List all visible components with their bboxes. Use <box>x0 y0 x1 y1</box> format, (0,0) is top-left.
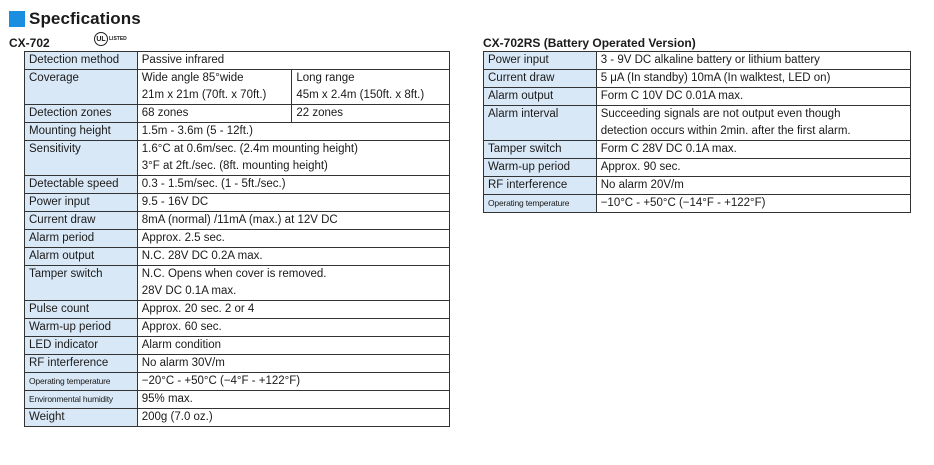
row-value: 9.5 - 16V DC <box>137 194 449 212</box>
row-label: Pulse count <box>25 301 138 319</box>
row-value: 0.3 - 1.5m/sec. (1 - 5ft./sec.) <box>137 176 449 194</box>
spec-table-cx702 <box>24 51 450 427</box>
row-label: Power input <box>484 52 597 70</box>
row-label: Power input <box>25 194 138 212</box>
table-row <box>484 141 911 159</box>
model-cx702-label: CX-702 <box>9 36 50 50</box>
table-row <box>25 230 450 248</box>
row-value: 1.6°C at 0.6m/sec. (2.4m mounting height) <box>137 141 449 159</box>
row-value: Long range <box>292 70 450 88</box>
table-row <box>25 355 450 373</box>
row-value: detection occurs within 2min. after the first alarm. <box>596 123 910 141</box>
table-row <box>25 212 450 230</box>
row-value: 22 zones <box>292 105 450 123</box>
row-value: N.C. 28V DC 0.2A max. <box>137 248 449 266</box>
table-row <box>484 88 911 106</box>
table-row <box>25 105 450 123</box>
table-row <box>25 248 450 266</box>
row-label: Alarm interval <box>484 106 597 141</box>
row-value: −10°C - +50°C (−14°F - +122°F) <box>596 195 910 213</box>
row-label: Detectable speed <box>25 176 138 194</box>
row-label: Environmental humidity <box>25 391 138 409</box>
table-row <box>484 70 911 88</box>
table-row <box>484 177 911 195</box>
spec-table-cx702rs <box>483 51 911 213</box>
row-label: LED indicator <box>25 337 138 355</box>
model-cx702rs-label: CX-702RS (Battery Operated Version) <box>483 36 696 50</box>
row-label: Tamper switch <box>484 141 597 159</box>
row-label: Warm-up period <box>484 159 597 177</box>
row-value: No alarm 20V/m <box>596 177 910 195</box>
row-label: Weight <box>25 409 138 427</box>
table-row <box>25 70 450 88</box>
table-row <box>25 373 450 391</box>
row-value: Passive infrared <box>137 52 449 70</box>
row-label: Operating temperature <box>25 373 138 391</box>
row-value: Approx. 2.5 sec. <box>137 230 449 248</box>
row-value: 28V DC 0.1A max. <box>137 283 449 301</box>
page-title: Specfications <box>29 9 141 28</box>
row-value: Approx. 60 sec. <box>137 319 449 337</box>
row-value: 3 - 9V DC alkaline battery or lithium battery <box>596 52 910 70</box>
table-row <box>484 159 911 177</box>
row-label: RF interference <box>484 177 597 195</box>
row-value: Succeeding signals are not output even though <box>596 106 910 124</box>
table-row <box>25 409 450 427</box>
row-label: Current draw <box>25 212 138 230</box>
row-value: Form C 10V DC 0.01A max. <box>596 88 910 106</box>
table-row <box>484 195 911 213</box>
row-label: Warm-up period <box>25 319 138 337</box>
row-value: 45m x 2.4m (150ft. x 8ft.) <box>292 87 450 105</box>
row-value: 21m x 21m (70ft. x 70ft.) <box>137 87 292 105</box>
row-value: No alarm 30V/m <box>137 355 449 373</box>
row-label: Coverage <box>25 70 138 105</box>
table-row <box>484 52 911 70</box>
row-label: Tamper switch <box>25 266 138 301</box>
page-header <box>9 9 141 29</box>
table-row <box>25 123 450 141</box>
table-row <box>25 266 450 284</box>
ul-listed-icon <box>94 32 127 46</box>
row-label: RF interference <box>25 355 138 373</box>
table-row <box>25 176 450 194</box>
row-value: 3°F at 2ft./sec. (8ft. mounting height) <box>137 158 449 176</box>
row-value: Wide angle 85°wide <box>137 70 292 88</box>
row-value: Alarm condition <box>137 337 449 355</box>
table-row <box>25 52 450 70</box>
row-value: 68 zones <box>137 105 292 123</box>
row-value: Approx. 90 sec. <box>596 159 910 177</box>
row-value: Form C 28V DC 0.1A max. <box>596 141 910 159</box>
row-value: 5 μA (In standby) 10mA (In walktest, LED on) <box>596 70 910 88</box>
blue-square-icon <box>9 11 25 27</box>
row-label: Detection method <box>25 52 138 70</box>
table-row <box>25 141 450 159</box>
row-value: N.C. Opens when cover is removed. <box>137 266 449 284</box>
row-label: Alarm output <box>25 248 138 266</box>
table-row <box>25 194 450 212</box>
row-label: Current draw <box>484 70 597 88</box>
row-value: 200g (7.0 oz.) <box>137 409 449 427</box>
table-row <box>25 337 450 355</box>
row-label: Alarm period <box>25 230 138 248</box>
table-row <box>25 319 450 337</box>
ul-logo: UL <box>94 32 108 46</box>
table-row <box>25 391 450 409</box>
ul-listed-text: LISTED <box>109 36 127 42</box>
row-label: Alarm output <box>484 88 597 106</box>
row-label: Operating temperature <box>484 195 597 213</box>
row-value: −20°C - +50°C (−4°F - +122°F) <box>137 373 449 391</box>
row-value: Approx. 20 sec. 2 or 4 <box>137 301 449 319</box>
row-label: Mounting height <box>25 123 138 141</box>
row-value: 1.5m - 3.6m (5 - 12ft.) <box>137 123 449 141</box>
row-label: Detection zones <box>25 105 138 123</box>
table-row <box>25 301 450 319</box>
table-row <box>484 106 911 124</box>
row-value: 8mA (normal) /11mA (max.) at 12V DC <box>137 212 449 230</box>
row-label: Sensitivity <box>25 141 138 176</box>
row-value: 95% max. <box>137 391 449 409</box>
